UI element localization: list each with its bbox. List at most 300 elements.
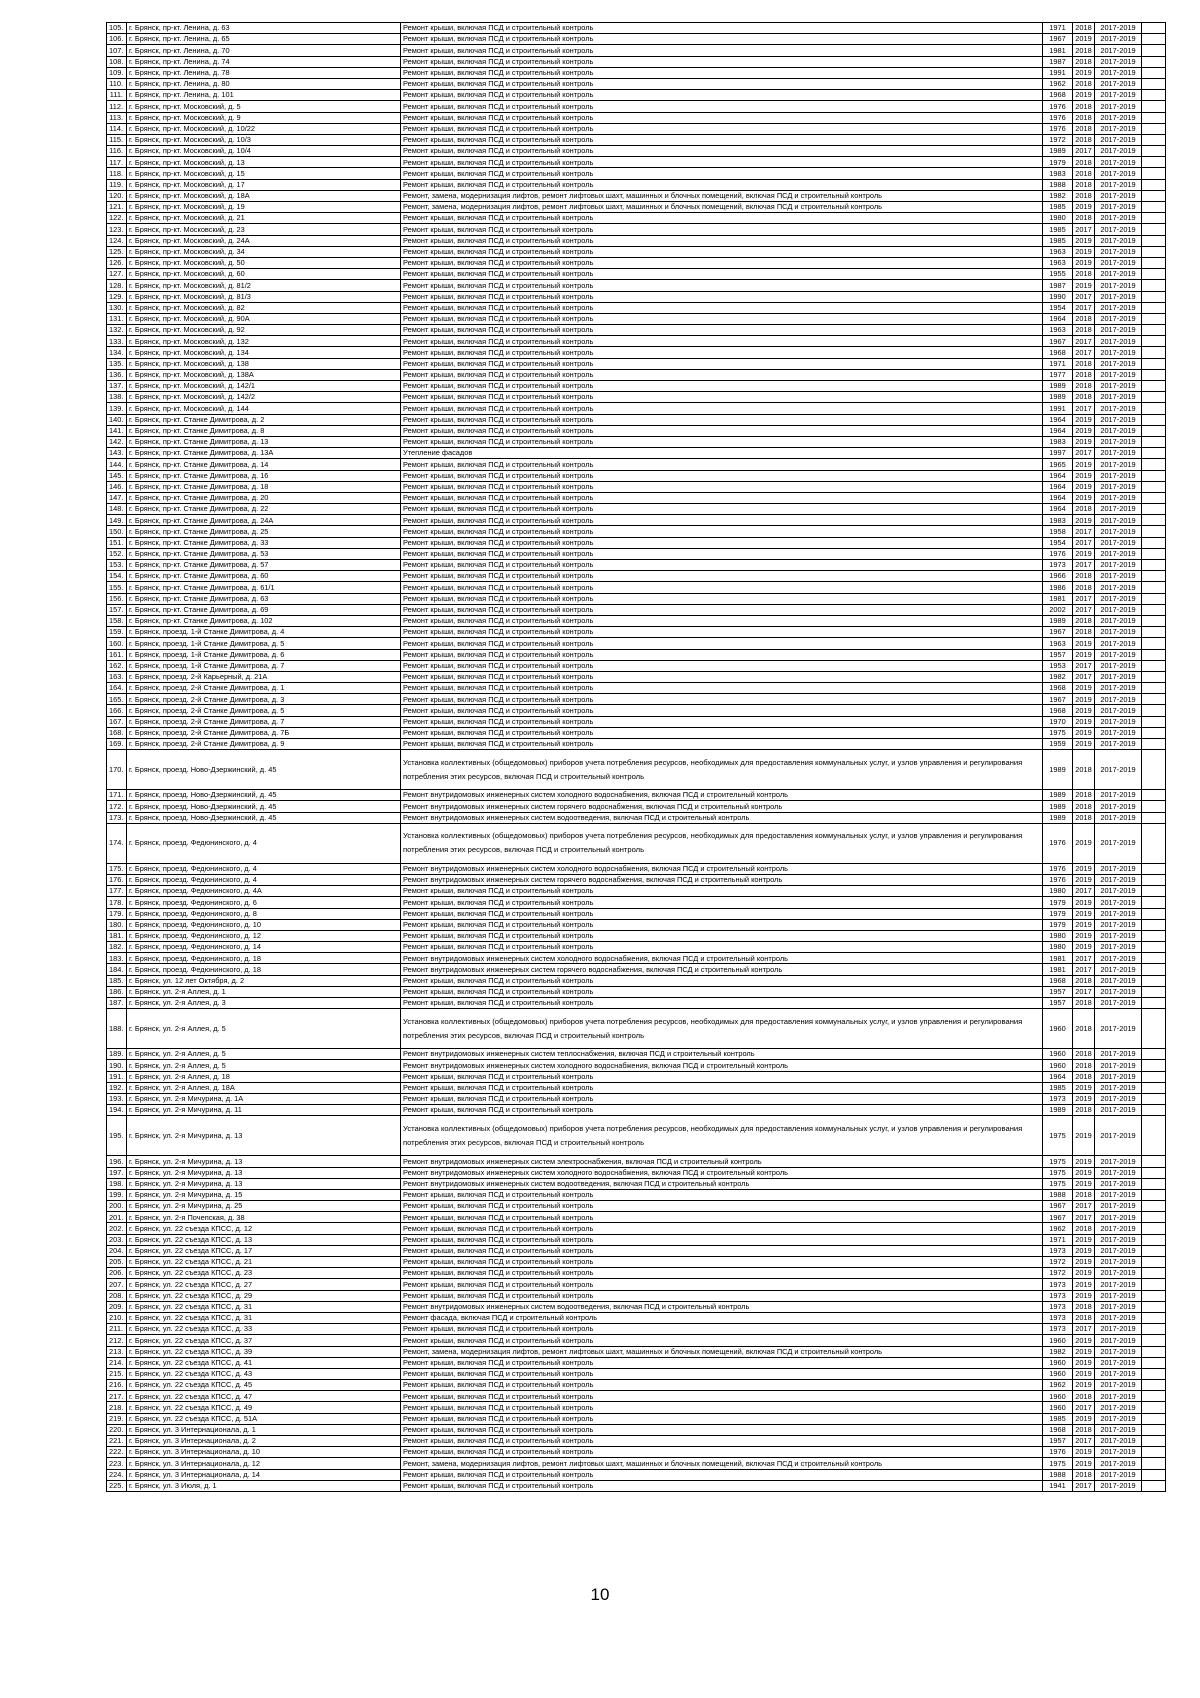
program-period-cell: 2017-2019 [1095, 1071, 1142, 1082]
row-number: 113. [107, 112, 127, 123]
address-cell: г. Брянск, пр-кт. Московский, д. 92 [127, 325, 401, 336]
planned-year-cell: 2018 [1073, 358, 1095, 369]
address-cell: г. Брянск, пр-кт. Московский, д. 144 [127, 403, 401, 414]
row-number: 131. [107, 313, 127, 324]
work-type-cell: Ремонт крыши, включая ПСД и строительный контроль [401, 425, 1043, 436]
table-row [107, 812, 1166, 823]
program-period-cell: 2017-2019 [1095, 1049, 1142, 1060]
empty-cell [1142, 1447, 1166, 1458]
planned-year-cell: 2019 [1073, 202, 1095, 213]
work-type-cell: Ремонт крыши, включая ПСД и строительный контроль [401, 1357, 1043, 1368]
row-number: 173. [107, 812, 127, 823]
empty-cell [1142, 179, 1166, 190]
program-period-cell: 2017-2019 [1095, 750, 1142, 790]
address-cell: г. Брянск, ул. 22 съезда КПСС, д. 17 [127, 1245, 401, 1256]
row-number: 217. [107, 1391, 127, 1402]
work-type-cell: Ремонт крыши, включая ПСД и строительный контроль [401, 930, 1043, 941]
work-type-cell: Ремонт крыши, включая ПСД и строительный контроль [401, 671, 1043, 682]
row-number: 203. [107, 1234, 127, 1245]
address-cell: г. Брянск, проезд. Федюнинского, д. 4 [127, 823, 401, 863]
build-year-cell: 1967 [1043, 694, 1073, 705]
build-year-cell: 1988 [1043, 1189, 1073, 1200]
build-year-cell: 1962 [1043, 1380, 1073, 1391]
row-number: 126. [107, 257, 127, 268]
row-number: 130. [107, 302, 127, 313]
program-period-cell: 2017-2019 [1095, 998, 1142, 1009]
planned-year-cell: 2017 [1073, 448, 1095, 459]
address-cell: г. Брянск, проезд. 2-й Станке Димитрова, д. 5 [127, 705, 401, 716]
work-type-cell: Ремонт крыши, включая ПСД и строительный контроль [401, 1071, 1043, 1082]
row-number: 160. [107, 638, 127, 649]
address-cell: г. Брянск, ул. 2-я Аллея, д. 18А [127, 1082, 401, 1093]
program-period-cell: 2017-2019 [1095, 101, 1142, 112]
address-cell: г. Брянск, пр-кт. Московский, д. 5 [127, 101, 401, 112]
program-period-cell: 2017-2019 [1095, 291, 1142, 302]
work-type-cell: Ремонт крыши, включая ПСД и строительный контроль [401, 291, 1043, 302]
program-period-cell: 2017-2019 [1095, 168, 1142, 179]
work-type-cell: Ремонт внутридомовых инженерных систем холодного водоснабжения, включая ПСД и строительный контроль [401, 1060, 1043, 1071]
table-row [107, 964, 1166, 975]
table-row [107, 1312, 1166, 1323]
build-year-cell: 1964 [1043, 1071, 1073, 1082]
address-cell: г. Брянск, проезд. 1-й Станке Димитрова, д. 4 [127, 627, 401, 638]
address-cell: г. Брянск, проезд. Ново-Дзержинский, д. 45 [127, 790, 401, 801]
empty-cell [1142, 801, 1166, 812]
row-number: 185. [107, 975, 127, 986]
program-period-cell: 2017-2019 [1095, 790, 1142, 801]
table-row [107, 414, 1166, 425]
table-row [107, 1156, 1166, 1167]
build-year-cell: 1982 [1043, 671, 1073, 682]
program-period-cell: 2017-2019 [1095, 638, 1142, 649]
address-cell: г. Брянск, ул. 22 съезда КПСС, д. 31 [127, 1301, 401, 1312]
work-type-cell: Ремонт крыши, включая ПСД и строительный контроль [401, 1082, 1043, 1093]
table-row [107, 582, 1166, 593]
empty-cell [1142, 1189, 1166, 1200]
row-number: 132. [107, 325, 127, 336]
program-period-cell: 2017-2019 [1095, 548, 1142, 559]
program-period-cell: 2017-2019 [1095, 347, 1142, 358]
address-cell: г. Брянск, пр-кт. Московский, д. 90А [127, 313, 401, 324]
planned-year-cell: 2018 [1073, 1105, 1095, 1116]
table-row [107, 134, 1166, 145]
work-type-cell: Ремонт крыши, включая ПСД и строительный контроль [401, 45, 1043, 56]
planned-year-cell: 2019 [1073, 649, 1095, 660]
row-number: 156. [107, 593, 127, 604]
row-number: 157. [107, 604, 127, 615]
program-period-cell: 2017-2019 [1095, 942, 1142, 953]
program-period-cell: 2017-2019 [1095, 56, 1142, 67]
empty-cell [1142, 1312, 1166, 1323]
program-period-cell: 2017-2019 [1095, 257, 1142, 268]
row-number: 180. [107, 919, 127, 930]
address-cell: г. Брянск, пр-кт. Станке Димитрова, д. 69 [127, 604, 401, 615]
build-year-cell: 1965 [1043, 459, 1073, 470]
build-year-cell: 1989 [1043, 801, 1073, 812]
program-period-cell: 2017-2019 [1095, 671, 1142, 682]
planned-year-cell: 2017 [1073, 671, 1095, 682]
planned-year-cell: 2019 [1073, 1357, 1095, 1368]
build-year-cell: 1988 [1043, 1469, 1073, 1480]
build-year-cell: 1972 [1043, 1257, 1073, 1268]
empty-cell [1142, 448, 1166, 459]
empty-cell [1142, 392, 1166, 403]
program-period-cell: 2017-2019 [1095, 1458, 1142, 1469]
planned-year-cell: 2018 [1073, 157, 1095, 168]
row-number: 189. [107, 1049, 127, 1060]
build-year-cell: 1985 [1043, 202, 1073, 213]
work-type-cell: Ремонт крыши, включая ПСД и строительный контроль [401, 515, 1043, 526]
row-number: 168. [107, 727, 127, 738]
program-period-cell: 2017-2019 [1095, 1413, 1142, 1424]
program-period-cell: 2017-2019 [1095, 313, 1142, 324]
empty-cell [1142, 347, 1166, 358]
work-type-cell: Ремонт крыши, включая ПСД и строительный контроль [401, 146, 1043, 157]
program-period-cell: 2017-2019 [1095, 812, 1142, 823]
planned-year-cell: 2017 [1073, 146, 1095, 157]
address-cell: г. Брянск, ул. 22 съезда КПСС, д. 39 [127, 1346, 401, 1357]
address-cell: г. Брянск, ул. 22 съезда КПСС, д. 33 [127, 1324, 401, 1335]
work-type-cell: Ремонт крыши, включая ПСД и строительный контроль [401, 571, 1043, 582]
address-cell: г. Брянск, пр-кт. Станке Димитрова, д. 22 [127, 504, 401, 515]
address-cell: г. Брянск, пр-кт. Московский, д. 13 [127, 157, 401, 168]
work-type-cell: Ремонт внутридомовых инженерных систем горячего водоснабжения, включая ПСД и строительный контроль [401, 801, 1043, 812]
work-type-cell: Ремонт крыши, включая ПСД и строительный контроль [401, 1234, 1043, 1245]
work-type-cell: Ремонт крыши, включая ПСД и строительный контроль [401, 302, 1043, 313]
planned-year-cell: 2018 [1073, 615, 1095, 626]
planned-year-cell: 2019 [1073, 705, 1095, 716]
capital-repair-register-table [106, 22, 1166, 1492]
work-type-cell: Ремонт крыши, включая ПСД и строительный контроль [401, 213, 1043, 224]
row-number: 164. [107, 683, 127, 694]
work-type-cell: Ремонт крыши, включая ПСД и строительный контроль [401, 369, 1043, 380]
address-cell: г. Брянск, пр-кт. Московский, д. 142/1 [127, 381, 401, 392]
build-year-cell: 1963 [1043, 638, 1073, 649]
table-row [107, 168, 1166, 179]
row-number: 220. [107, 1424, 127, 1435]
program-period-cell: 2017-2019 [1095, 571, 1142, 582]
build-year-cell: 1973 [1043, 560, 1073, 571]
table-row [107, 1324, 1166, 1335]
address-cell: г. Брянск, пр-кт. Московский, д. 138 [127, 358, 401, 369]
build-year-cell: 1966 [1043, 571, 1073, 582]
table-row [107, 897, 1166, 908]
address-cell: г. Брянск, проезд. Ново-Дзержинский, д. 45 [127, 812, 401, 823]
work-type-cell: Ремонт крыши, включая ПСД и строительный контроль [401, 179, 1043, 190]
planned-year-cell: 2019 [1073, 1257, 1095, 1268]
planned-year-cell: 2019 [1073, 470, 1095, 481]
table-row [107, 727, 1166, 738]
planned-year-cell: 2018 [1073, 168, 1095, 179]
table-row [107, 1413, 1166, 1424]
empty-cell [1142, 897, 1166, 908]
program-period-cell: 2017-2019 [1095, 1324, 1142, 1335]
table-row [107, 1335, 1166, 1346]
row-number: 123. [107, 224, 127, 235]
build-year-cell: 1963 [1043, 325, 1073, 336]
row-number: 212. [107, 1335, 127, 1346]
planned-year-cell: 2019 [1073, 459, 1095, 470]
table-row [107, 537, 1166, 548]
build-year-cell: 1964 [1043, 414, 1073, 425]
planned-year-cell: 2019 [1073, 548, 1095, 559]
table-row [107, 381, 1166, 392]
row-number: 152. [107, 548, 127, 559]
address-cell: г. Брянск, проезд. Федюнинского, д. 10 [127, 919, 401, 930]
row-number: 177. [107, 886, 127, 897]
planned-year-cell: 2019 [1073, 1447, 1095, 1458]
address-cell: г. Брянск, ул. 22 съезда КПСС, д. 27 [127, 1279, 401, 1290]
program-period-cell: 2017-2019 [1095, 425, 1142, 436]
address-cell: г. Брянск, пр-кт. Станке Димитрова, д. 24А [127, 515, 401, 526]
row-number: 204. [107, 1245, 127, 1256]
build-year-cell: 1987 [1043, 56, 1073, 67]
build-year-cell: 1973 [1043, 1093, 1073, 1104]
work-type-cell: Ремонт внутридомовых инженерных систем горячего водоснабжения, включая ПСД и строительный контроль [401, 964, 1043, 975]
work-type-cell: Ремонт крыши, включая ПСД и строительный контроль [401, 919, 1043, 930]
work-type-cell: Ремонт крыши, включая ПСД и строительный контроль [401, 313, 1043, 324]
planned-year-cell: 2018 [1073, 101, 1095, 112]
program-period-cell: 2017-2019 [1095, 1156, 1142, 1167]
work-type-cell: Ремонт крыши, включая ПСД и строительный контроль [401, 975, 1043, 986]
work-type-cell: Ремонт крыши, включая ПСД и строительный контроль [401, 90, 1043, 101]
row-number: 120. [107, 190, 127, 201]
build-year-cell: 1989 [1043, 392, 1073, 403]
empty-cell [1142, 964, 1166, 975]
work-type-cell: Ремонт крыши, включая ПСД и строительный контроль [401, 347, 1043, 358]
planned-year-cell: 2017 [1073, 302, 1095, 313]
row-number: 198. [107, 1178, 127, 1189]
program-period-cell: 2017-2019 [1095, 67, 1142, 78]
empty-cell [1142, 269, 1166, 280]
planned-year-cell: 2018 [1073, 790, 1095, 801]
table-row [107, 403, 1166, 414]
table-row [107, 112, 1166, 123]
row-number: 153. [107, 560, 127, 571]
table-row [107, 886, 1166, 897]
address-cell: г. Брянск, пр-кт. Станке Димитрова, д. 18 [127, 481, 401, 492]
row-number: 193. [107, 1093, 127, 1104]
row-number: 105. [107, 23, 127, 34]
build-year-cell: 1963 [1043, 246, 1073, 257]
row-number: 154. [107, 571, 127, 582]
program-period-cell: 2017-2019 [1095, 436, 1142, 447]
work-type-cell: Ремонт крыши, включая ПСД и строительный контроль [401, 1201, 1043, 1212]
work-type-cell: Ремонт крыши, включая ПСД и строительный контроль [401, 168, 1043, 179]
row-number: 162. [107, 660, 127, 671]
row-number: 145. [107, 470, 127, 481]
build-year-cell: 1982 [1043, 1346, 1073, 1357]
address-cell: г. Брянск, проезд. Федюнинского, д. 4 [127, 874, 401, 885]
address-cell: г. Брянск, ул. 3 Интернационала, д. 10 [127, 1447, 401, 1458]
empty-cell [1142, 202, 1166, 213]
row-number: 207. [107, 1279, 127, 1290]
planned-year-cell: 2018 [1073, 123, 1095, 134]
build-year-cell: 1967 [1043, 34, 1073, 45]
row-number: 167. [107, 716, 127, 727]
address-cell: г. Брянск, пр-кт. Станке Димитрова, д. 20 [127, 492, 401, 503]
build-year-cell: 1967 [1043, 627, 1073, 638]
table-row [107, 986, 1166, 997]
planned-year-cell: 2019 [1073, 1279, 1095, 1290]
program-period-cell: 2017-2019 [1095, 953, 1142, 964]
planned-year-cell: 2018 [1073, 313, 1095, 324]
build-year-cell: 1976 [1043, 112, 1073, 123]
empty-cell [1142, 1391, 1166, 1402]
table-row [107, 863, 1166, 874]
planned-year-cell: 2019 [1073, 1335, 1095, 1346]
empty-cell [1142, 986, 1166, 997]
build-year-cell: 1953 [1043, 660, 1073, 671]
empty-cell [1142, 481, 1166, 492]
planned-year-cell: 2018 [1073, 1312, 1095, 1323]
table-row [107, 1234, 1166, 1245]
empty-cell [1142, 953, 1166, 964]
empty-cell [1142, 823, 1166, 863]
program-period-cell: 2017-2019 [1095, 897, 1142, 908]
table-row [107, 942, 1166, 953]
empty-cell [1142, 812, 1166, 823]
empty-cell [1142, 908, 1166, 919]
address-cell: г. Брянск, проезд. Федюнинского, д. 4А [127, 886, 401, 897]
build-year-cell: 1971 [1043, 358, 1073, 369]
planned-year-cell: 2017 [1073, 604, 1095, 615]
work-type-cell: Ремонт крыши, включая ПСД и строительный контроль [401, 638, 1043, 649]
empty-cell [1142, 863, 1166, 874]
program-period-cell: 2017-2019 [1095, 246, 1142, 257]
address-cell: г. Брянск, ул. 12 лет Октября, д. 2 [127, 975, 401, 986]
table-row [107, 1279, 1166, 1290]
row-number: 135. [107, 358, 127, 369]
build-year-cell: 1960 [1043, 1357, 1073, 1368]
planned-year-cell: 2018 [1073, 1301, 1095, 1312]
table-row [107, 1201, 1166, 1212]
planned-year-cell: 2018 [1073, 627, 1095, 638]
empty-cell [1142, 615, 1166, 626]
planned-year-cell: 2018 [1073, 801, 1095, 812]
work-type-cell: Ремонт крыши, включая ПСД и строительный контроль [401, 1257, 1043, 1268]
build-year-cell: 1981 [1043, 45, 1073, 56]
program-period-cell: 2017-2019 [1095, 235, 1142, 246]
planned-year-cell: 2017 [1073, 347, 1095, 358]
work-type-cell: Ремонт крыши, включая ПСД и строительный контроль [401, 683, 1043, 694]
planned-year-cell: 2019 [1073, 1380, 1095, 1391]
planned-year-cell: 2017 [1073, 1201, 1095, 1212]
build-year-cell: 1985 [1043, 1082, 1073, 1093]
work-type-cell: Ремонт внутридомовых инженерных систем водоотведения, включая ПСД и строительный контроль [401, 812, 1043, 823]
empty-cell [1142, 235, 1166, 246]
empty-cell [1142, 1436, 1166, 1447]
table-row [107, 593, 1166, 604]
program-period-cell: 2017-2019 [1095, 964, 1142, 975]
planned-year-cell: 2017 [1073, 593, 1095, 604]
table-row [107, 202, 1166, 213]
work-type-cell: Ремонт крыши, включая ПСД и строительный контроль [401, 336, 1043, 347]
build-year-cell: 1973 [1043, 1324, 1073, 1335]
planned-year-cell: 2018 [1073, 571, 1095, 582]
program-period-cell: 2017-2019 [1095, 1201, 1142, 1212]
build-year-cell: 1975 [1043, 727, 1073, 738]
program-period-cell: 2017-2019 [1095, 1167, 1142, 1178]
program-period-cell: 2017-2019 [1095, 358, 1142, 369]
program-period-cell: 2017-2019 [1095, 1380, 1142, 1391]
program-period-cell: 2017-2019 [1095, 392, 1142, 403]
row-number: 169. [107, 739, 127, 750]
row-number: 119. [107, 179, 127, 190]
address-cell: г. Брянск, ул. 22 съезда КПСС, д. 47 [127, 1391, 401, 1402]
address-cell: г. Брянск, пр-кт. Станке Димитрова, д. 57 [127, 560, 401, 571]
work-type-cell: Ремонт крыши, включая ПСД и строительный контроль [401, 1105, 1043, 1116]
empty-cell [1142, 1368, 1166, 1379]
address-cell: г. Брянск, пр-кт. Московский, д. 132 [127, 336, 401, 347]
empty-cell [1142, 1071, 1166, 1082]
program-period-cell: 2017-2019 [1095, 1469, 1142, 1480]
address-cell: г. Брянск, проезд. 2-й Станке Димитрова, д. 9 [127, 739, 401, 750]
address-cell: г. Брянск, ул. 3 Интернационала, д. 14 [127, 1469, 401, 1480]
planned-year-cell: 2019 [1073, 1346, 1095, 1357]
table-row [107, 1178, 1166, 1189]
row-number: 117. [107, 157, 127, 168]
build-year-cell: 1981 [1043, 953, 1073, 964]
work-type-cell: Ремонт крыши, включая ПСД и строительный контроль [401, 1189, 1043, 1200]
row-number: 209. [107, 1301, 127, 1312]
planned-year-cell: 2017 [1073, 1480, 1095, 1491]
planned-year-cell: 2019 [1073, 930, 1095, 941]
table-row [107, 1060, 1166, 1071]
build-year-cell: 1979 [1043, 908, 1073, 919]
build-year-cell: 1973 [1043, 1290, 1073, 1301]
planned-year-cell: 2018 [1073, 975, 1095, 986]
empty-cell [1142, 101, 1166, 112]
address-cell: г. Брянск, пр-кт. Станке Димитрова, д. 61/1 [127, 582, 401, 593]
table-row [107, 1391, 1166, 1402]
work-type-cell: Ремонт, замена, модернизация лифтов, ремонт лифтовых шахт, машинных и блочных помещений, включая ПСД и строительный контроль [401, 202, 1043, 213]
address-cell: г. Брянск, ул. 2-я Аллея, д. 1 [127, 986, 401, 997]
planned-year-cell: 2017 [1073, 964, 1095, 975]
row-number: 142. [107, 436, 127, 447]
build-year-cell: 1964 [1043, 492, 1073, 503]
row-number: 187. [107, 998, 127, 1009]
empty-cell [1142, 224, 1166, 235]
work-type-cell: Ремонт крыши, включая ПСД и строительный контроль [401, 257, 1043, 268]
planned-year-cell: 2018 [1073, 1071, 1095, 1082]
address-cell: г. Брянск, пр-кт. Станке Димитрова, д. 2 [127, 414, 401, 425]
work-type-cell: Ремонт крыши, включая ПСД и строительный контроль [401, 1469, 1043, 1480]
row-number: 182. [107, 942, 127, 953]
address-cell: г. Брянск, пр-кт. Ленина, д. 80 [127, 78, 401, 89]
empty-cell [1142, 146, 1166, 157]
build-year-cell: 1964 [1043, 313, 1073, 324]
address-cell: г. Брянск, ул. 2-я Мичурина, д. 15 [127, 1189, 401, 1200]
address-cell: г. Брянск, проезд. Ново-Дзержинский, д. 45 [127, 801, 401, 812]
row-number: 136. [107, 369, 127, 380]
program-period-cell: 2017-2019 [1095, 492, 1142, 503]
row-number: 181. [107, 930, 127, 941]
row-number: 183. [107, 953, 127, 964]
program-period-cell: 2017-2019 [1095, 1234, 1142, 1245]
empty-cell [1142, 1357, 1166, 1368]
program-period-cell: 2017-2019 [1095, 504, 1142, 515]
planned-year-cell: 2018 [1073, 369, 1095, 380]
row-number: 196. [107, 1156, 127, 1167]
empty-cell [1142, 671, 1166, 682]
empty-cell [1142, 246, 1166, 257]
address-cell: г. Брянск, пр-кт. Станке Димитрова, д. 25 [127, 526, 401, 537]
address-cell: г. Брянск, проезд. 1-й Станке Димитрова, д. 6 [127, 649, 401, 660]
row-number: 179. [107, 908, 127, 919]
address-cell: г. Брянск, пр-кт. Московский, д. 60 [127, 269, 401, 280]
address-cell: г. Брянск, ул. 2-я Мичурина, д. 13 [127, 1156, 401, 1167]
